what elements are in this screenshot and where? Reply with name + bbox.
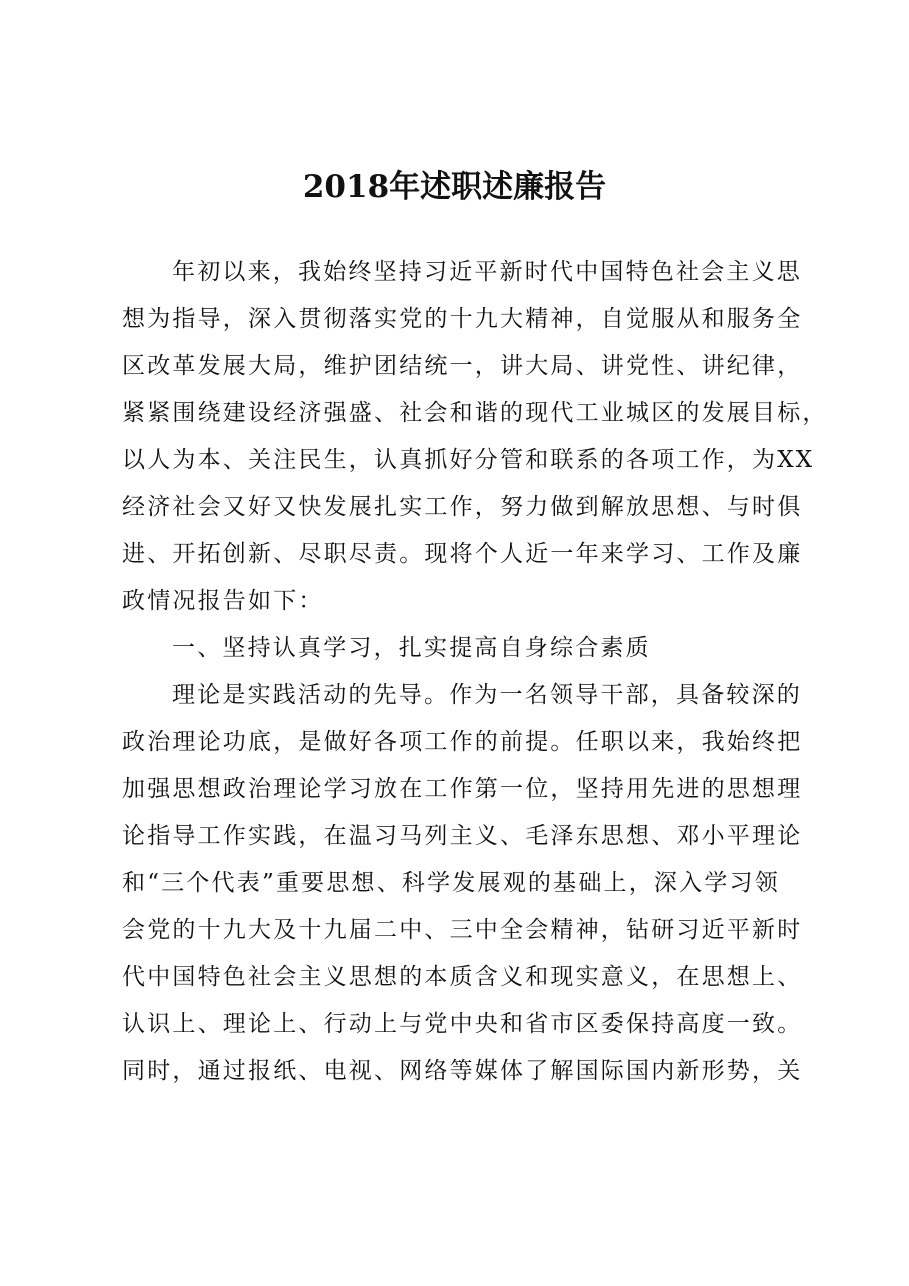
- paragraph-line: 经济社会又好又快发展扎实工作，努力做到解放思想、与时俱: [122, 494, 803, 520]
- paragraph-line: 和“三个代表”重要思想、科学发展观的基础上，深入学习领: [122, 870, 780, 896]
- section-heading: 一、坚持认真学习，扎实提高自身综合素质: [172, 635, 651, 661]
- paragraph-line: 政治理论功底，是做好各项工作的前提。任职以来，我始终把: [122, 729, 803, 755]
- paragraph-line: 区改革发展大局，维护团结统一，讲大局、讲党性、讲纪律，: [122, 353, 803, 379]
- paragraph-line: 紧紧围绕建设经济强盛、社会和谐的现代工业城区的发展目标，: [122, 400, 828, 426]
- paragraph-line: 政情况报告如下：: [122, 588, 324, 614]
- paragraph-line: 论指导工作实践，在温习马列主义、毛泽东思想、邓小平理论: [122, 823, 803, 849]
- paragraph-line: 同时，通过报纸、电视、网络等媒体了解国际国内新形势，关: [122, 1058, 803, 1084]
- paragraph-line: 以人为本、关注民生，认真抓好分管和联系的各项工作，为XX: [122, 447, 815, 473]
- paragraph-line: 年初以来，我始终坚持习近平新时代中国特色社会主义思: [172, 259, 802, 285]
- paragraph-line: 会党的十九大及十九届二中、三中全会精神，钻研习近平新时: [122, 917, 803, 943]
- paragraph-line: 加强思想政治理论学习放在工作第一位，坚持用先进的思想理: [122, 776, 803, 802]
- document-title: 2018年述职述廉报告: [302, 169, 607, 205]
- paragraph-line: 理论是实践活动的先导。作为一名领导干部，具备较深的: [172, 682, 802, 708]
- paragraph-line: 进、开拓创新、尽职尽责。现将个人近一年来学习、工作及廉: [122, 541, 803, 567]
- paragraph-line: 认识上、理论上、行动上与党中央和省市区委保持高度一致。: [122, 1011, 803, 1037]
- paragraph-line: 代中国特色社会主义思想的本质含义和现实意义，在思想上、: [122, 964, 803, 990]
- paragraph-line: 想为指导，深入贯彻落实党的十九大精神，自觉服从和服务全: [122, 306, 803, 332]
